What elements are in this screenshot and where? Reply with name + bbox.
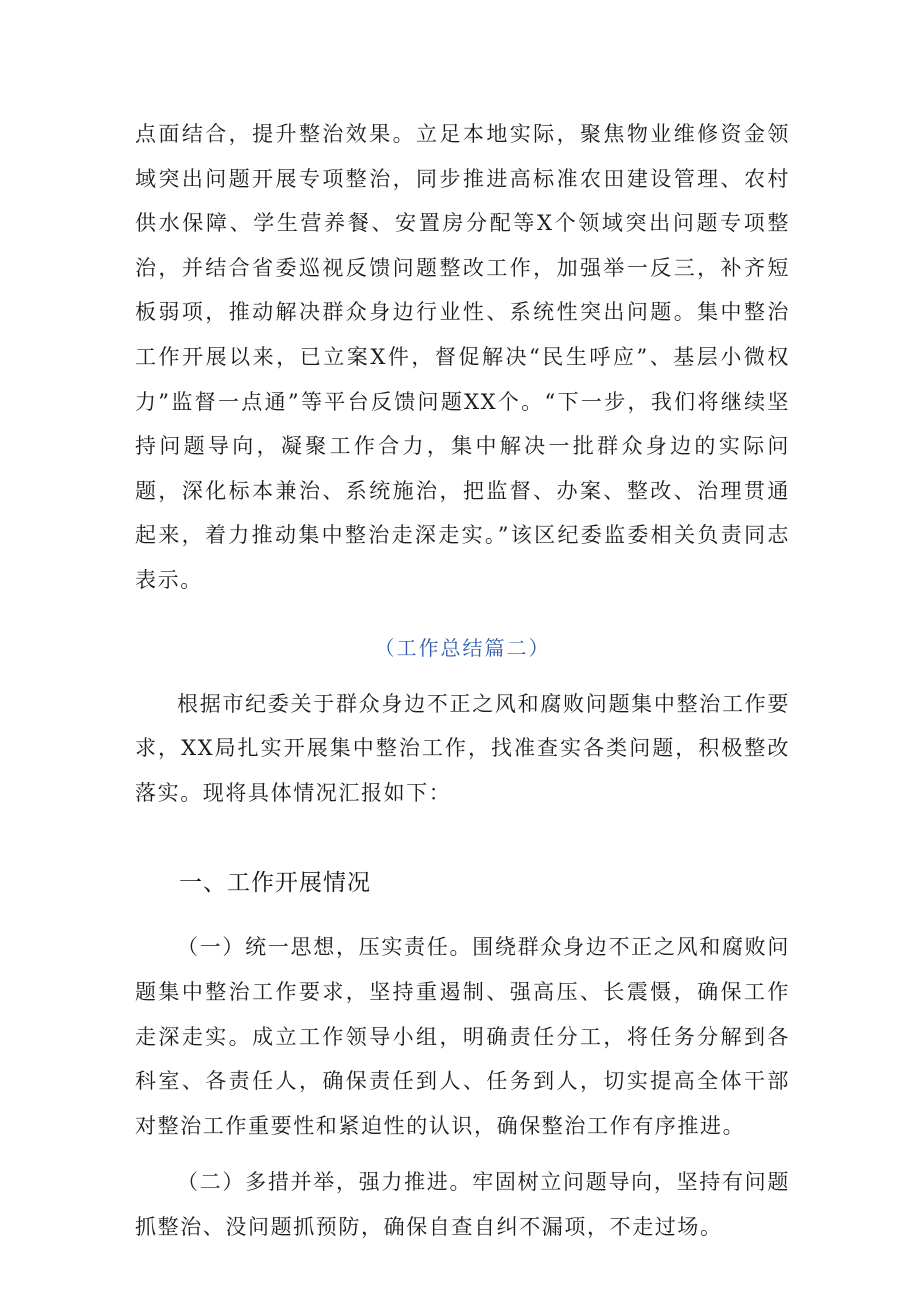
section-title: （工作总结篇二）	[374, 635, 551, 660]
paragraph-continuation: 点面结合，提升整治效果。立足本地实际，聚焦物业维修资金领域突出问题开展专项整治，同步推进高标准农田建设管理、农村供水保障、学生营养餐、安置房分配等X个领域突出问题专项整治，并结合省委巡视反馈问题整改工作，加强举一反三，补齐短板弱项，推动解决群众身边行业性、系统性突出问题。集中整治工作开展以来，已立案X件，督促解决“民生呼应”、基层小微权力”监督一点通”等平台反馈问题XX个。“下一步，我们将继续坚持问题导向，凝聚工作合力，集中解决一批群众身边的实际问题，深化标本兼治、系统施治，把监督、办案、整改、治理贯通起来，着力推动集中整治走深走实。”该区纪委监委相关负责同志表示。	[135, 122, 790, 592]
spacer	[135, 1148, 790, 1160]
heading-work-status: 一、工作开展情况	[179, 870, 371, 897]
item-paragraph-2: （二）多措并举，强力推进。牢固树立问题导向，坚持有问题抓整治、没问题抓预防，确保自查自纠不漏项，不走过场。	[135, 1170, 790, 1239]
intro-paragraph: 根据市纪委关于群众身边不正之风和腐败问题集中整治工作要求，XX局扎实开展集中整治工作，找准查实各类问题，积极整改落实。现将具体情况汇报如下：	[135, 691, 790, 805]
spacer	[135, 603, 790, 615]
document-body	[135, 112, 790, 1249]
item-paragraph-1: （一）统一思想，压实责任。围绕群众身边不正之风和腐败问题集中整治工作要求，坚持重遏制、强高压、长震慑，确保工作走深走实。成立工作领导小组，明确责任分工，将任务分解到各科室、各责任人，确保责任到人、任务到人，切实提高全体干部对整治工作重要性和紧迫性的认识，确保整治工作有序推进。	[135, 935, 790, 1138]
